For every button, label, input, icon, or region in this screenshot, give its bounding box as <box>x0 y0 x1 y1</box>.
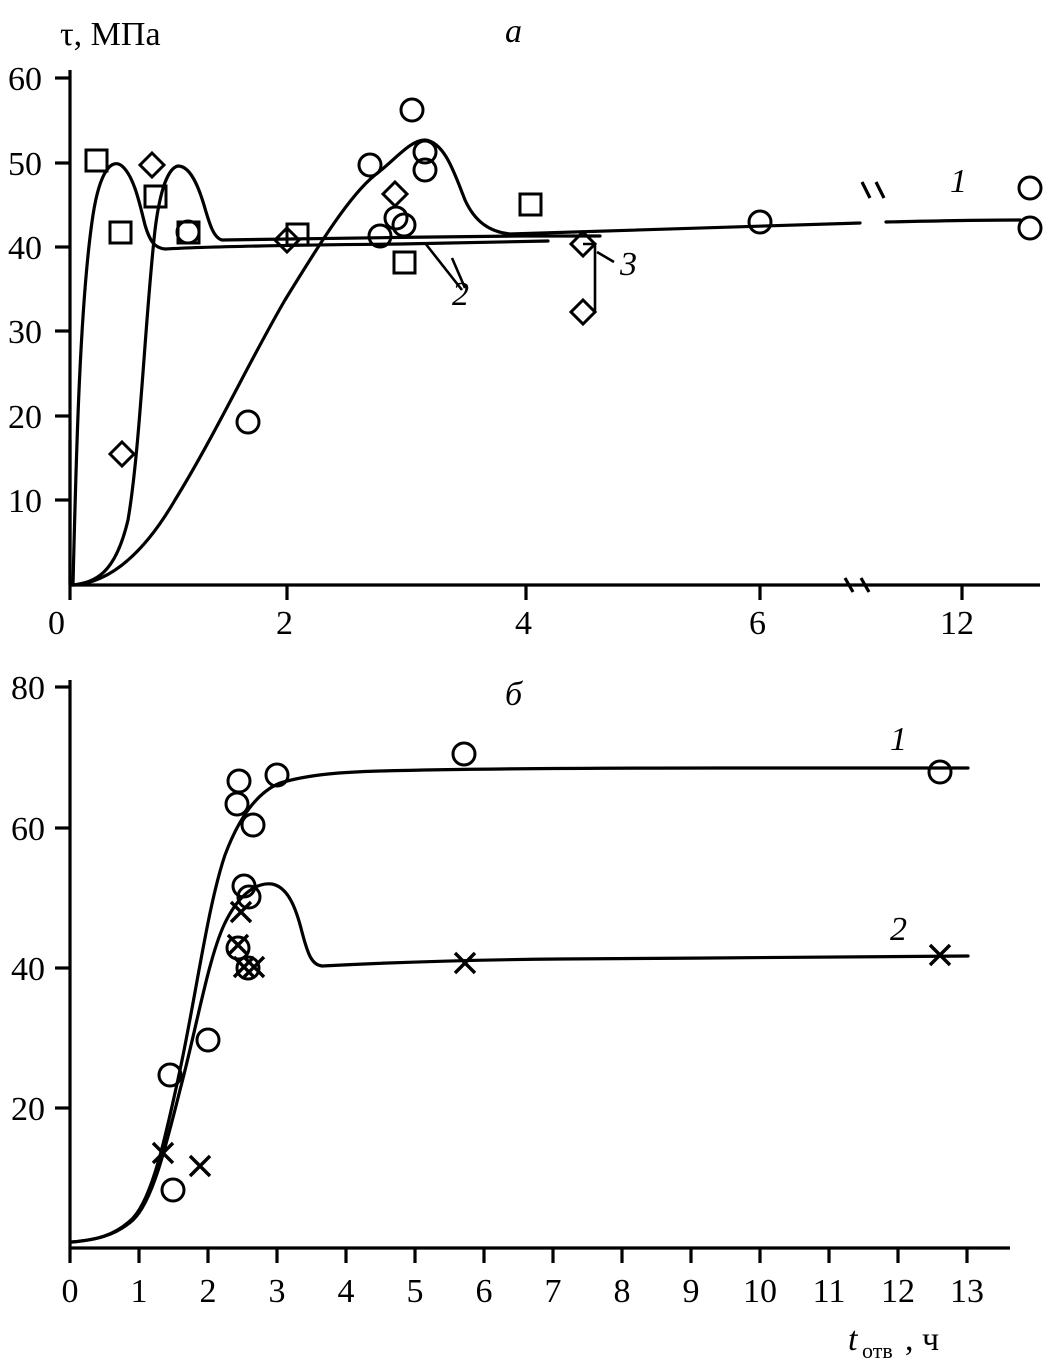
panel-a-xtick-label-0: 0 <box>48 605 65 640</box>
panel-a-ytick-label-10: 10 <box>8 483 42 520</box>
panel-b-svg <box>0 650 1063 1363</box>
panel-b-series-1-markers <box>159 743 951 1201</box>
panel-b-curve-label-2: 2 <box>890 911 907 948</box>
panel-b-xtick-label-3: 3 <box>268 1273 286 1310</box>
panel-b-xtick-label-8: 8 <box>613 1273 631 1310</box>
panel-b-curve-label-1: 1 <box>890 721 907 758</box>
panel-b-x-axis-title-sub: отв <box>862 1338 893 1363</box>
panel-b-xtick-label-11: 11 <box>812 1273 846 1310</box>
panel-b-xtick-label-12: 12 <box>881 1273 915 1310</box>
panel-a-curve-3 <box>73 166 600 585</box>
panel-a-svg <box>0 0 1063 640</box>
panel-a-curve-1b <box>886 220 1020 222</box>
panel-a-xtick-label-12: 12 <box>940 605 974 640</box>
panel-a-xtick-label-4: 4 <box>515 605 532 640</box>
panel-a-curve-1a <box>73 140 860 585</box>
panel-a-curve-label-3: 3 <box>620 246 637 283</box>
panel-a-ytick-label-60: 60 <box>8 61 42 98</box>
panel-a-curve-break <box>862 182 884 198</box>
panel-b-xtick-label-2: 2 <box>199 1273 217 1310</box>
panel-b-x-axis-title <box>848 1321 939 1363</box>
panel-a-xtick-label-2: 2 <box>276 605 293 640</box>
panel-a-letter: а <box>505 13 522 50</box>
panel-a-curve-label-1: 1 <box>950 163 967 200</box>
panel-a-ytick-label-50: 50 <box>8 146 42 183</box>
panel-b-x-axis-title-main: t <box>848 1321 858 1358</box>
panel-b-xtick-label-7: 7 <box>544 1273 562 1310</box>
panel-b-xtick-label-5: 5 <box>406 1273 424 1310</box>
chart-panel-b <box>0 650 1063 1363</box>
chart-panel-a <box>0 0 1063 640</box>
panel-b-x-axis-title-tail: , ч <box>905 1321 940 1358</box>
panel-b-letter: б <box>505 676 523 713</box>
panel-b-ytick-label-60: 60 <box>11 811 45 848</box>
panel-b-xtick-label-13: 13 <box>950 1273 984 1310</box>
panel-a-curve-label-2: 2 <box>452 276 469 313</box>
panel-a-xtick-label-6: 6 <box>749 605 766 640</box>
panel-a-ytick-label-40: 40 <box>8 230 42 267</box>
panel-a-leader-3 <box>597 252 614 262</box>
panel-b-ytick-label-20: 20 <box>11 1091 45 1128</box>
panel-b-ytick-label-80: 80 <box>11 670 45 707</box>
panel-b-ytick-label-40: 40 <box>11 951 45 988</box>
panel-b-xtick-label-9: 9 <box>682 1273 700 1310</box>
panel-b-xtick-label-1: 1 <box>130 1273 148 1310</box>
panel-b-xticks <box>70 1248 967 1263</box>
panel-b-xtick-label-6: 6 <box>475 1273 493 1310</box>
panel-b-xtick-label-0: 0 <box>61 1273 79 1310</box>
panel-b-xtick-label-10: 10 <box>743 1273 777 1310</box>
panel-a-ytick-label-20: 20 <box>8 399 42 436</box>
panel-b-xtick-label-4: 4 <box>337 1273 355 1310</box>
panel-b-series-2-markers <box>153 902 950 1176</box>
panel-a-y-axis-title: τ, МПа <box>60 16 161 53</box>
panel-a-ytick-label-30: 30 <box>8 314 42 351</box>
